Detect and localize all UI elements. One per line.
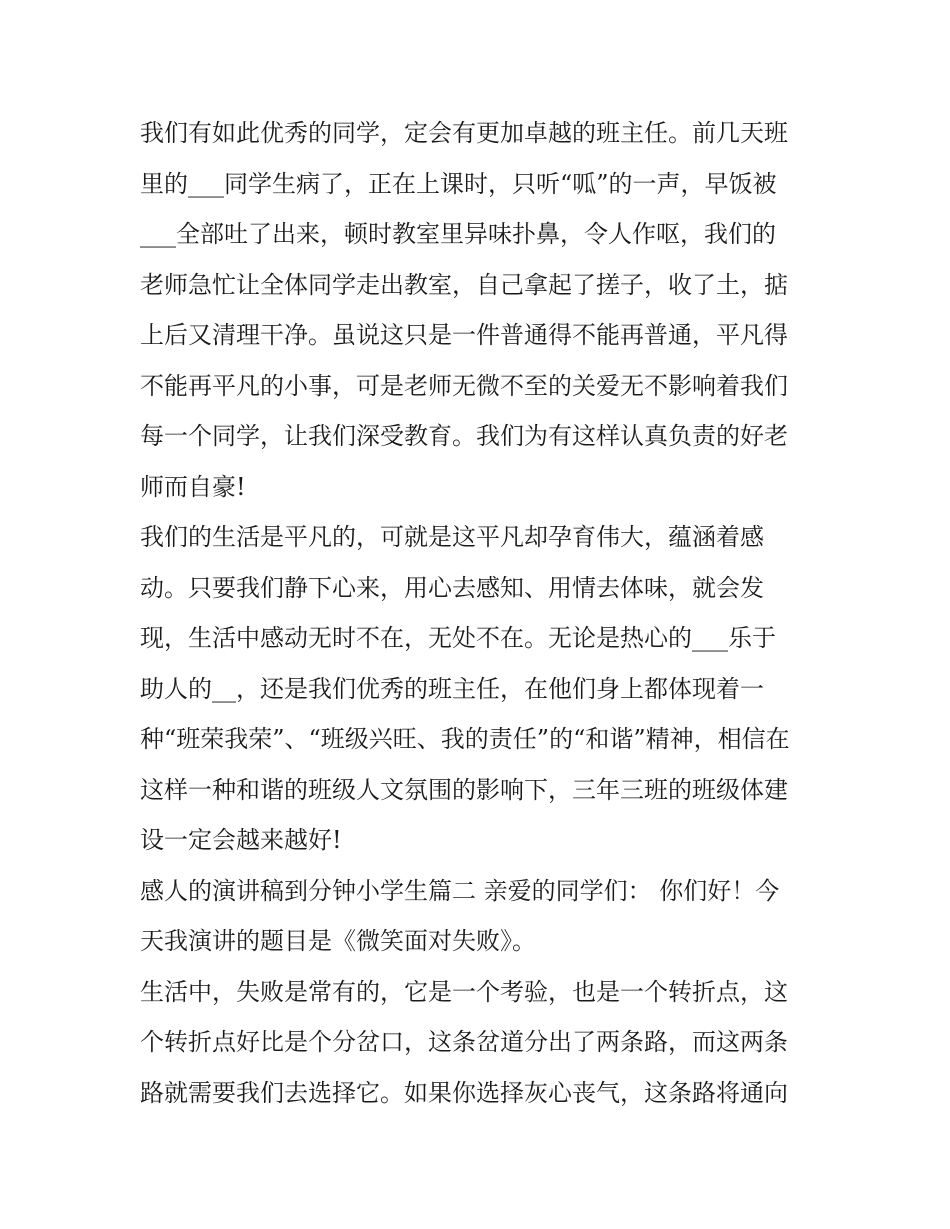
text-line: 师而自豪! bbox=[140, 472, 246, 501]
text-line: 里的___同学生病了，正在上课时，只听“呱”的一声，早饭被 bbox=[140, 169, 777, 198]
text-line: 设一定会越来越好! bbox=[140, 826, 342, 854]
text-line: 动。只要我们静下心来，用心去感知、用情去体味，就会发 bbox=[140, 573, 764, 602]
text-line: 路就需要我们去选择它。如果你选择灰心丧气，这条路将通向 bbox=[140, 1078, 788, 1107]
text-line: 老师急忙让全体同学走出教室，自己拿起了搓子，收了土，掂 bbox=[140, 270, 788, 299]
text-line: 每一个同学，让我们深受教育。我们为有这样认真负责的好老 bbox=[140, 422, 788, 450]
document-body bbox=[140, 108, 820, 1118]
text-line: 感人的演讲稿到分钟小学生篇二 亲爱的同学们： 你们好！今 bbox=[140, 876, 780, 905]
text-line: 助人的__，还是我们优秀的班主任，在他们身上都体现着一 bbox=[140, 674, 764, 703]
text-line: 生活中，失败是常有的，它是一个考验，也是一个转折点，这 bbox=[140, 977, 788, 1006]
text-line: 我们的生活是平凡的，可就是这平凡却孕育伟大，蕴涵着感 bbox=[140, 523, 764, 551]
text-line: 现，生活中感动无时不在，无处不在。无论是热心的___乐于 bbox=[140, 624, 776, 652]
text-line: 上后又清理干净。虽说这只是一件普通得不能再普通，平凡得 bbox=[140, 321, 788, 349]
text-line: 个转折点好比是个分岔口，这条岔道分出了两条路，而这两条 bbox=[140, 1028, 788, 1056]
text-line: 这样一种和谐的班级人文氛围的影响下，三年三班的班级体建 bbox=[140, 775, 788, 804]
text-line: 不能再平凡的小事，可是老师无微不至的关爱无不影响着我们 bbox=[140, 371, 788, 400]
text-line: ___全部吐了出来，顿时教室里异味扑鼻，令人作呕，我们的 bbox=[140, 220, 776, 248]
text-line: 我们有如此优秀的同学，定会有更加卓越的班主任。前几天班 bbox=[140, 119, 788, 147]
text-line: 种“班荣我荣”、“班级兴旺、我的责任”的“和谐”精神，相信在 bbox=[140, 725, 790, 753]
text-line: 天我演讲的题目是《微笑面对失败》。 bbox=[140, 927, 536, 955]
